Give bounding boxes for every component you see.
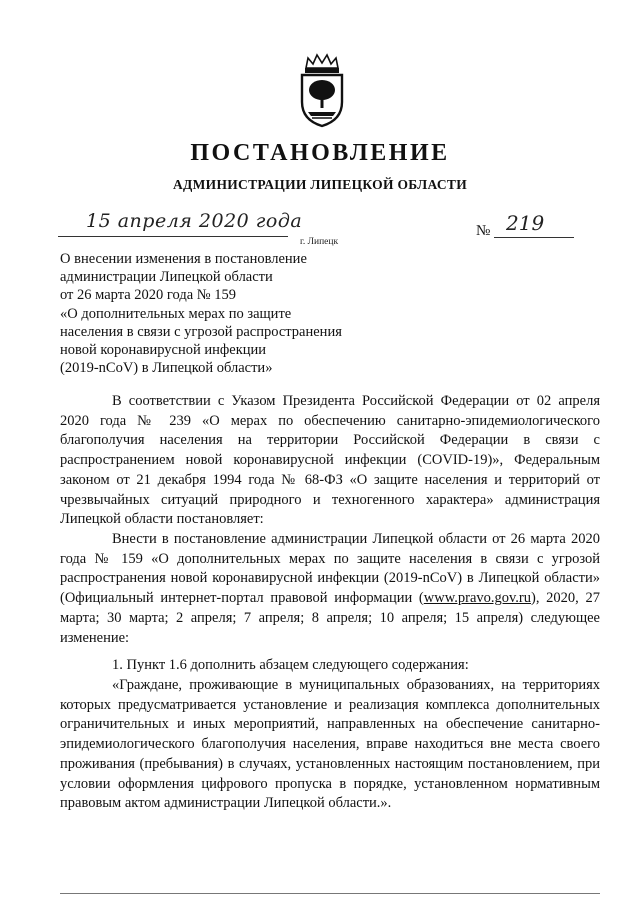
handwritten-number: 219 [506, 211, 545, 235]
number-underline [494, 237, 574, 238]
heading-line: населения в связи с угрозой распространения [60, 323, 342, 340]
pravo-portal-link[interactable]: www.pravo.gov.ru [423, 590, 532, 607]
heading-line: администрации Липецкой области [60, 269, 273, 286]
heading-line: «О дополнительных мерах по защите [60, 305, 292, 322]
amendment-text-end: ), 2020, 27 марта; 30 марта; 2 апреля; 7 апреля; 8 апреля; 10 апреля; 15 апреля) следующее изменение: [60, 590, 600, 646]
issuing-authority: АДМИНИСТРАЦИИ ЛИПЕЦКОЙ ОБЛАСТИ [172, 177, 468, 192]
coat-of-arms-emblem [296, 52, 348, 128]
heading-line: от 26 марта 2020 года № 159 [60, 287, 236, 304]
item-1: 1. Пункт 1.6 дополнить абзацем следующего содержания: [112, 657, 469, 673]
number-label: № [476, 223, 491, 239]
handwritten-date: 15 апреля 2020 года [86, 210, 303, 232]
page-bottom-rule [60, 893, 600, 894]
heading-line: О внесении изменения в постановление [60, 251, 307, 267]
heading-line: (2019-nCoV) в Липецкой области» [60, 360, 273, 377]
city-label: г. Липецк [300, 237, 339, 247]
amendment-paragraph [60, 530, 600, 648]
date-underline [58, 236, 288, 237]
resolution-heading [60, 250, 380, 377]
amendment-text-start: Внести в постановление администрации Липецкой области от 26 марта 2020 года № 159 «О дополнительных мерах по защите населения в связи с угрозой распространения новой коронавирусной инфекции (2019-nCoV) в Липецкой области» (Официальный интернет-портал правовой информации ( [60, 531, 600, 607]
document-title: ПОСТАНОВЛЕНИЕ [190, 140, 450, 166]
quoted-paragraph: «Граждане, проживающие в муниципальных образованиях, на территориях которых предусматривается установление и реализация комплекса дополнительных ограничительных и иных мероприятий, направленных на обеспечение санитарно-эпидемиологического благополучия населения, вправе находиться вне места своего проживания (пребывания) в случаях, установленных настоящим постановлением, при условии оформления цифрового пропуска в порядке, установленном нормативным правовым актом администрации Липецкой области.». [60, 677, 600, 812]
preamble-paragraph: В соответствии с Указом Президента Российской Федерации от 02 апреля 2020 года № 239 «О мерах по обеспечению санитарно-эпидемиологического благополучия населения на территории Российской Федерации в связи с распространением новой коронавирусной инфекции (COVID-19)», Федеральным законом от 21 декабря 1994 года № 68-ФЗ «О защите населения и территорий от чрезвычайных ситуаций природного и техногенного характера» администрация Липецкой области постановляет: [60, 393, 600, 528]
heading-line: новой коронавирусной инфекции [60, 342, 267, 359]
